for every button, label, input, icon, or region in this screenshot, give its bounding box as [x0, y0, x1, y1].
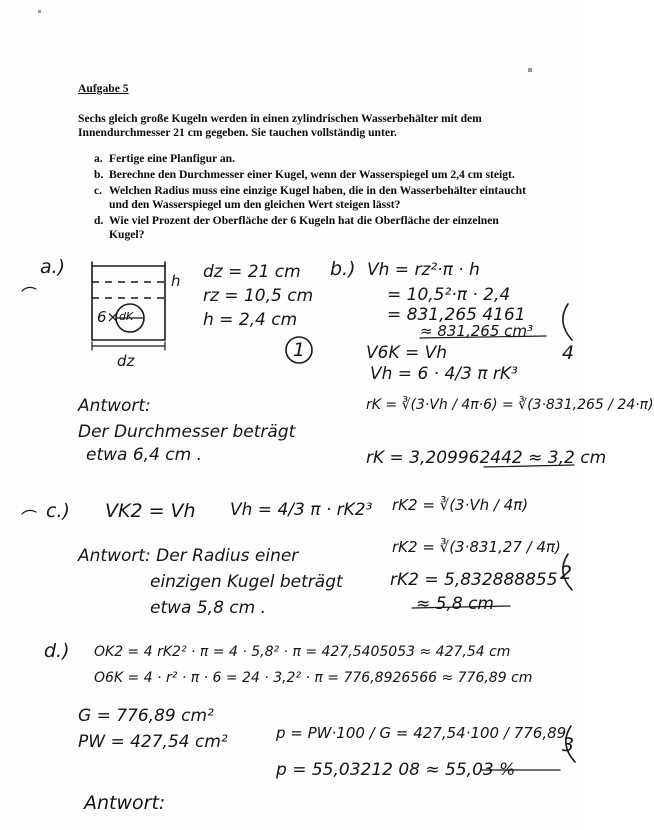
- given-line: dz = 21 cm: [203, 262, 301, 282]
- given-line: h = 2,4 cm: [203, 310, 298, 330]
- calc-line: Vh = rz²·π · h: [367, 260, 480, 280]
- calc-line: p = 55,03212 08 ≈ 55,03 %: [276, 760, 516, 780]
- task-list: [94, 152, 534, 244]
- scan-speck: [528, 68, 532, 72]
- calc-line: V6K = Vh: [366, 343, 448, 363]
- calc-line: ≈ 831,265 cm³: [420, 322, 534, 340]
- calc-line: rK2 = 5,832888855: [390, 570, 558, 590]
- answer-line: Antwort: Der Radius einer: [78, 546, 299, 566]
- calc-line: G = 776,89 cm²: [78, 706, 214, 726]
- calc-line: rK = ∛(3·Vh / 4π·6) = ∛(3·831,265 / 24·π): [366, 397, 654, 413]
- given-line: rz = 10,5 cm: [203, 286, 314, 306]
- part-d-label: d.): [44, 640, 70, 662]
- task-title: Aufgabe 5: [78, 82, 129, 95]
- calc-line: ≈ 5,8 cm: [416, 594, 494, 614]
- answer-heading: Antwort:: [78, 396, 151, 416]
- margin-mark: [22, 287, 36, 291]
- base-ticks: [92, 342, 165, 350]
- task-item: c. Welchen Radius muss eine einzige Kugel haben, die in den Wasserbehälter eintaucht und den Wasserspiegel um den gleichen Wert steigen lässt?: [94, 184, 526, 211]
- points-b: 4: [562, 342, 575, 364]
- height-label: h: [171, 272, 181, 290]
- calc-line: VK2 = Vh: [105, 500, 196, 522]
- calc-line: rK2 = ∛(3·831,27 / 4π): [392, 538, 561, 556]
- container-sketch: [92, 262, 165, 350]
- calc-line: p = PW·100 / G = 427,54·100 / 776,89: [276, 724, 567, 742]
- calc-line: Vh = 4/3 π · rK2³: [230, 500, 373, 520]
- calc-line: OK2 = 4 rK2² · π = 4 · 5,8² · π = 427,5405053 ≈ 427,54 cm: [94, 644, 511, 660]
- answer-line: einzigen Kugel beträgt: [150, 572, 343, 592]
- calc-line: = 10,5²·π · 2,4: [387, 285, 511, 305]
- points-a: 1: [293, 339, 306, 361]
- answer-line: etwa 6,4 cm .: [86, 445, 203, 465]
- cylinder-outline: [92, 262, 165, 340]
- calc-line: rK2 = ∛(3·Vh / 4π): [392, 496, 529, 514]
- ball-label: dK: [119, 310, 134, 323]
- answer-line: Der Durchmesser beträgt: [78, 422, 296, 442]
- base-label: dz: [117, 352, 135, 370]
- calc-line: Vh = 6 · 4/3 π rK³: [370, 364, 518, 384]
- task-item: d. Wie viel Prozent der Oberfläche der 6 Kugeln hat die Oberfläche der einzelnen Kugel?: [94, 214, 499, 241]
- part-c-label: c.): [46, 500, 70, 522]
- calc-line: rK = 3,209962442 ≈ 3,2 cm: [366, 448, 607, 468]
- calc-line: PW = 427,54 cm²: [78, 732, 228, 752]
- answer-heading: Antwort:: [84, 792, 166, 814]
- answer-line: etwa 5,8 cm .: [150, 598, 267, 618]
- points-c: 2: [560, 562, 573, 584]
- part-a-label: a.): [40, 256, 66, 278]
- points-circle: [563, 304, 572, 340]
- balls-label: 6×: [97, 308, 120, 326]
- points-d: 3: [562, 734, 575, 756]
- scan-speck: [38, 10, 41, 13]
- task-intro: Sechs gleich große Kugeln werden in einen zylindrischen Wasserbehälter mit dem Innendurchmesser 21 cm gegeben. Sie tauchen vollständig unter.: [78, 112, 482, 139]
- task-item: b. Berechne den Durchmesser einer Kugel, wenn der Wasserspiegel um 2,4 cm steigt.: [94, 168, 515, 181]
- calc-line: = 831,265 4161: [387, 305, 526, 325]
- part-b-label: b.): [330, 258, 356, 280]
- task-item: a. Fertige eine Planfigur an.: [94, 152, 236, 165]
- calc-line: O6K = 4 · r² · π · 6 = 24 · 3,2² · π = 776,8926566 ≈ 776,89 cm: [94, 670, 533, 686]
- margin-mark: [22, 510, 36, 514]
